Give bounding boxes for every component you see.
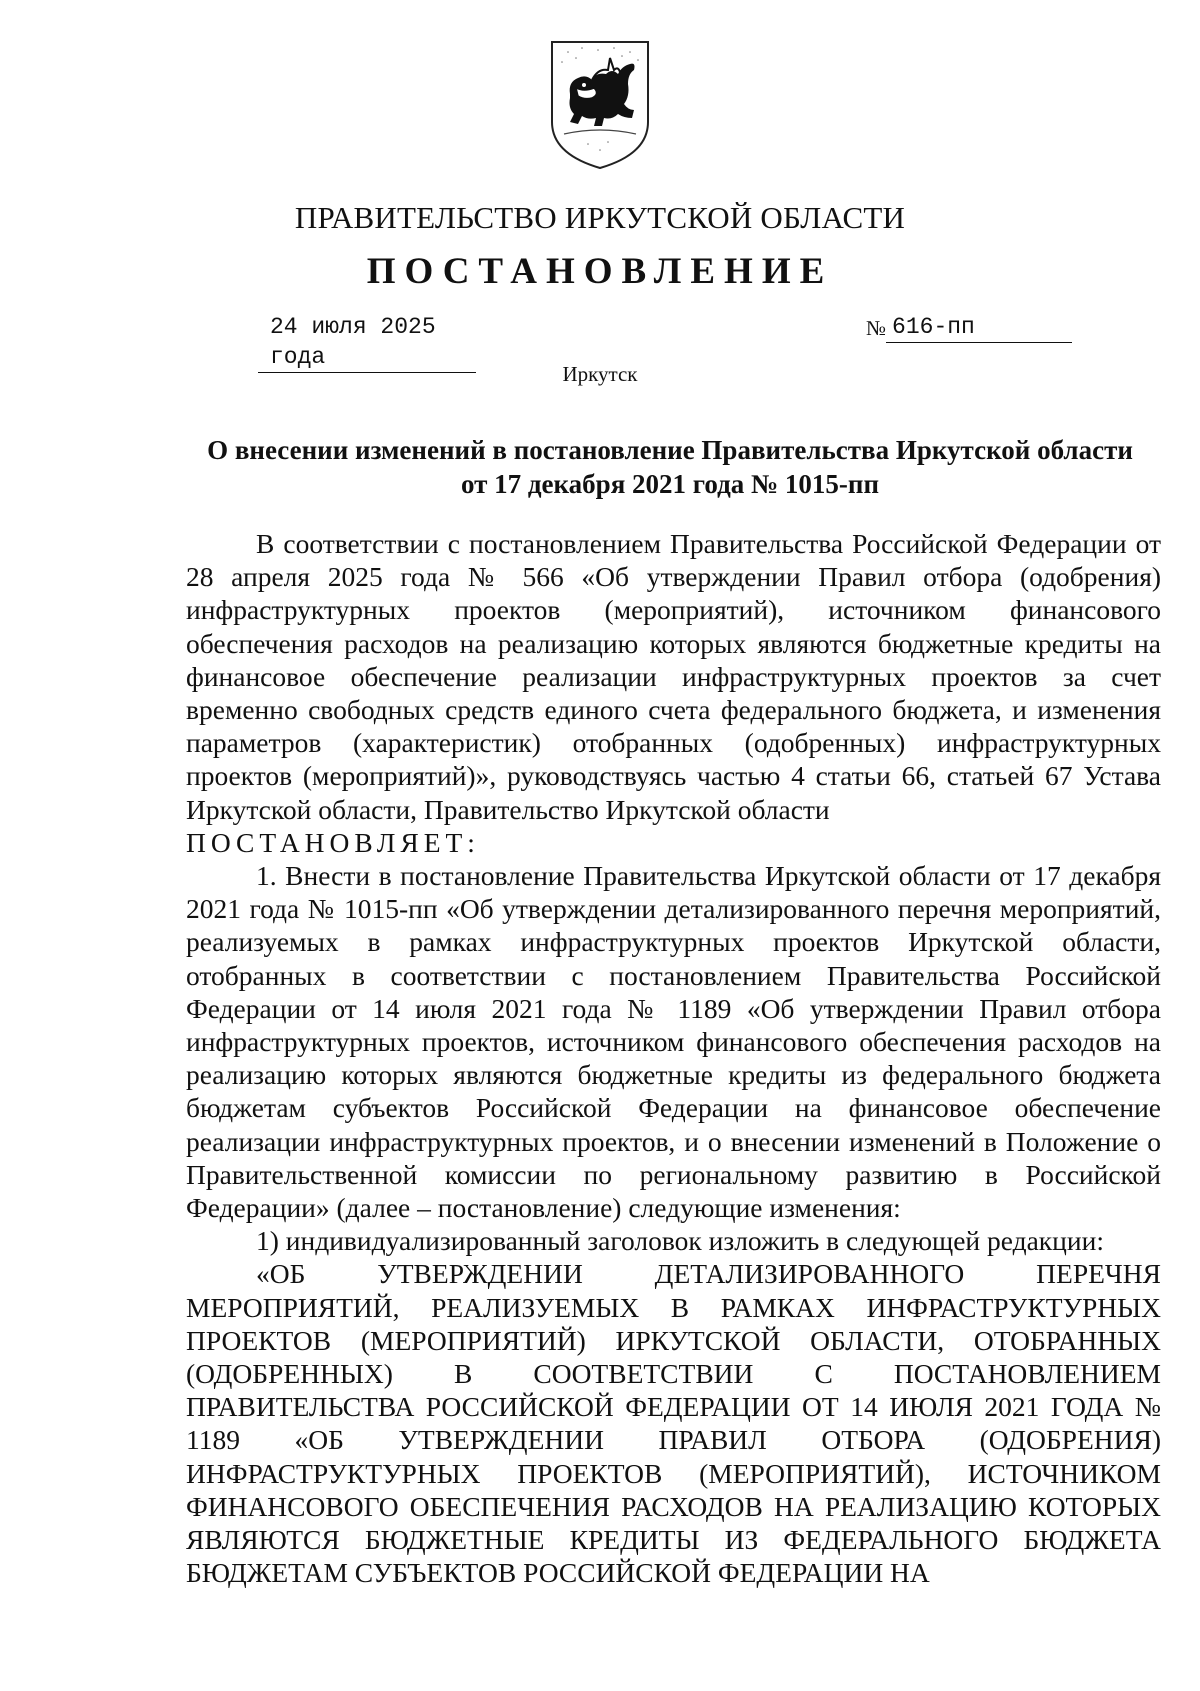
new-title-caps-paragraph: «ОБ УТВЕРЖДЕНИИ ДЕТАЛИЗИРОВАННОГО ПЕРЕЧНЯ МЕРОПРИЯТИЙ, РЕАЛИЗУЕМЫХ В РАМКАХ ИНФРАСТРУКТУРНЫХ ПРОЕКТОВ (МЕРОПРИЯТИЙ) ИРКУТСКОЙ ОБЛАСТИ, ОТОБРАННЫХ (ОДОБРЕННЫХ) В СООТВЕТСТВИИ С ПОСТАНОВЛЕНИЕМ ПРАВИТЕЛЬСТВА РОССИЙСКОЙ ФЕДЕРАЦИИ ОТ 14 ИЮЛЯ 2021 ГОДА № 1189 «ОБ УТВЕРЖДЕНИИ ПРАВИЛ ОТБОРА (ОДОБРЕНИЯ) ИНФРАСТРУКТУРНЫХ ПРОЕКТОВ (МЕРОПРИЯТИЙ), ИСТОЧНИКОМ ФИНАНСОВОГО ОБЕСПЕЧЕНИЯ РАСХОДОВ НА РЕАЛИЗАЦИЮ КОТОРЫХ ЯВЛЯЮТСЯ БЮДЖЕТНЫЕ КРЕДИТЫ ИЗ ФЕДЕРАЛЬНОГО БЮДЖЕТА БЮДЖЕТАМ СУБЪЕКТОВ РОССИЙСКОЙ ФЕДЕРАЦИИ НА (186, 1258, 1161, 1589)
irkutsk-coat-of-arms-icon (548, 38, 652, 172)
document-body (186, 527, 1161, 1590)
document-number: 616-пп (886, 312, 1072, 343)
subitem-1-paragraph: 1) индивидуализированный заголовок изложить в следующей редакции: (256, 1225, 1104, 1257)
document-type: ПОСТАНОВЛЕНИЕ (366, 251, 834, 292)
government-name: ПРАВИТЕЛЬСТВО ИРКУТСКОЙ ОБЛАСТИ (294, 200, 906, 235)
title-line-1: О внесении изменений в постановление Правительства Иркутской области (207, 435, 1133, 465)
title-line-2: от 17 декабря 2021 года № 1015-пп (460, 469, 880, 499)
document-date: 24 июля 2025 года (258, 312, 476, 373)
item-1-paragraph: 1. Внести в постановление Правительства Иркутской области от 17 декабря 2021 года № 1015-пп «Об утверждении детализированного перечня мероприятий, реализуемых в рамках инфраструктурных проектов Иркутской области, отобранных в соответствии с постановлением Правительства Российской Федерации от 14 июля 2021 года № 1189 «Об утверждении Правил отбора инфраструктурных проектов, источником финансового обеспечения расходов на реализацию которых являются бюджетные кредиты из федерального бюджета бюджетам субъектов Российской Федерации на финансовое обеспечение реализации инфраструктурных проектов, и о внесении изменений в Положение о Правительственной комиссии по региональному развитию в Российской Федерации» (далее – постановление) следующие изменения: (186, 860, 1161, 1224)
resolves-heading: ПОСТАНОВЛЯЕТ: (186, 826, 480, 858)
city-name: Иркутск (562, 362, 638, 386)
document-number-field (866, 312, 1072, 343)
preamble-paragraph: В соответствии с постановлением Правительства Российской Федерации от 28 апреля 2025 года № 566 «Об утверждении Правил отбора (одобрения) инфраструктурных проектов (мероприятий), источником финансового обеспечения расходов на реализацию которых являются бюджетные кредиты на финансовое обеспечение реализации инфраструктурных проектов за счет временно свободных средств единого счета федерального бюджета, и изменения параметров (характеристик) отобранных (одобренных) инфраструктурных проектов (мероприятий)», руководствуясь частью 4 статьи 66, статьей 67 Устава Иркутской области, Правительство Иркутской области (186, 528, 1161, 825)
document-title (180, 433, 1160, 501)
number-sign: № (866, 316, 887, 340)
